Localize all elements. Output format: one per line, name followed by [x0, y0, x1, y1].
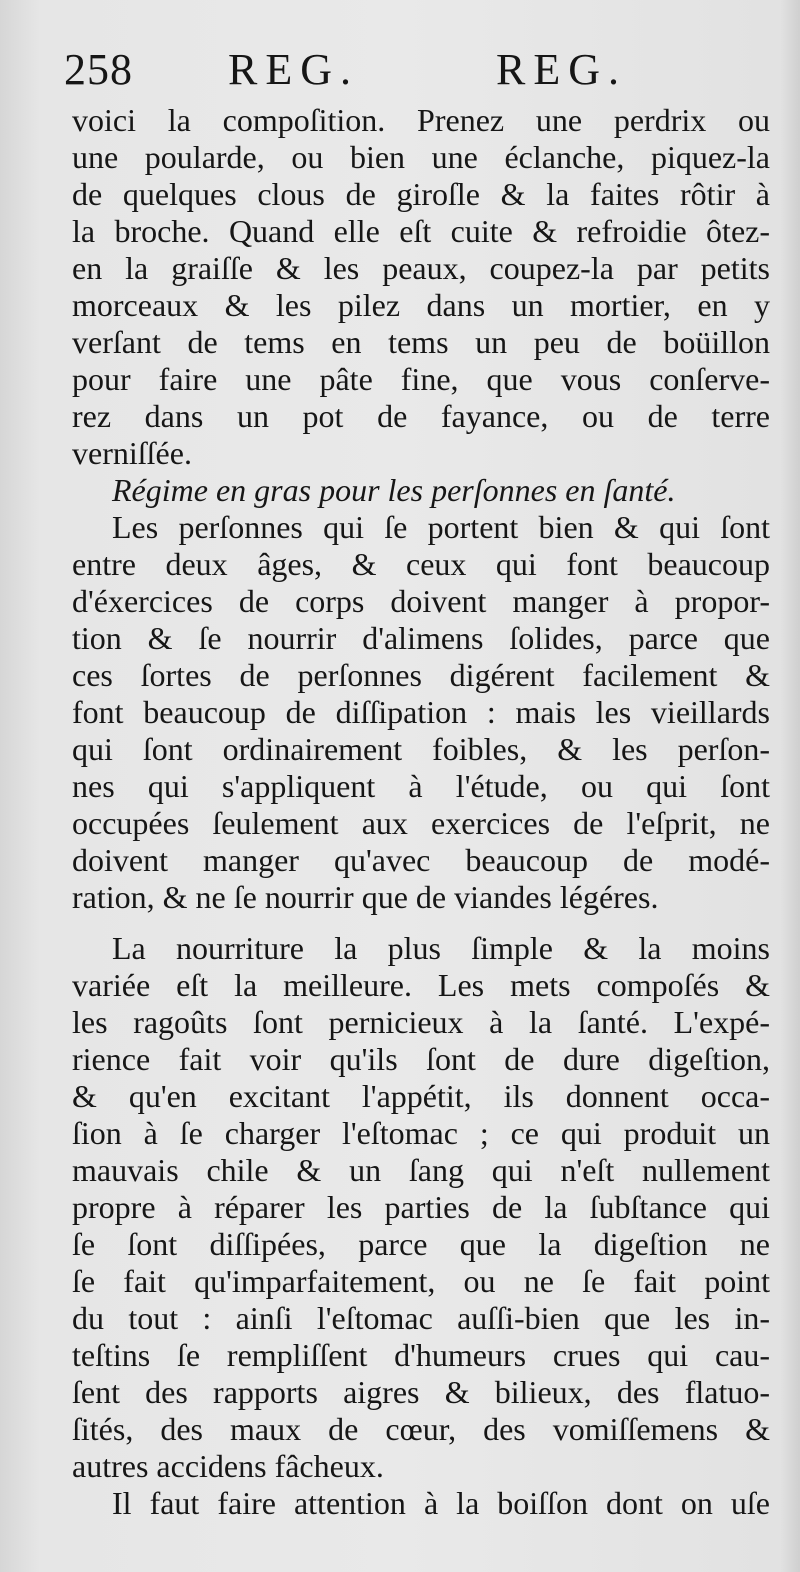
- text-line: Les perſonnes qui ſe portent bien & qui ſont: [112, 509, 770, 545]
- text-line: autres accidens fâcheux.: [72, 1448, 384, 1484]
- text-line: la broche. Quand elle eſt cuite & refroidie ôtez-: [72, 213, 770, 249]
- page-header: [64, 44, 684, 104]
- text-line: ces ſortes de perſonnes digérent facilement &: [72, 657, 770, 693]
- paragraph-drink: [72, 1485, 770, 1522]
- text-line: les ragoûts ſont pernicieux à la ſanté. L'expé-: [72, 1004, 770, 1040]
- text-line: voici la compoſition. Prenez une perdrix ou: [72, 102, 770, 138]
- text-line: teſtins ſe rempliſſent d'humeurs crues qui cau-: [72, 1337, 770, 1373]
- text-line: propre à réparer les parties de la ſubſtance qui: [72, 1189, 770, 1225]
- running-head-right: REG.: [496, 45, 627, 94]
- text-line: occupées ſeulement aux exercices de l'eſprit, ne: [72, 805, 770, 841]
- text-line: d'éxercices de corps doivent manger à propor-: [72, 583, 770, 619]
- text-line: verſant de tems en tems un peu de boüillon: [72, 324, 770, 360]
- paragraph-simple-food: [72, 930, 770, 1485]
- text-line: ſent des rapports aigres & bilieux, des flatuo-: [72, 1374, 770, 1410]
- text-line: mauvais chile & un ſang qui n'eſt nullement: [72, 1152, 770, 1188]
- paragraph-gap: [72, 916, 770, 930]
- text-line: Il faut faire attention à la boiſſon dont on uſe: [112, 1485, 770, 1521]
- paragraph-healthy-persons: [72, 509, 770, 916]
- text-line: entre deux âges, & ceux qui font beaucoup: [72, 546, 770, 582]
- text-line: ſe fait qu'imparfaitement, ou ne ſe fait point: [72, 1263, 770, 1299]
- text-line: ſités, des maux de cœur, des vomiſſemens &: [72, 1411, 770, 1447]
- text-line: font beaucoup de diſſipation : mais les vieillards: [72, 694, 770, 730]
- text-line: & qu'en excitant l'appétit, ils donnent occa-: [72, 1078, 770, 1114]
- text-line: ſion à ſe charger l'eſtomac ; ce qui produit un: [72, 1115, 770, 1151]
- text-line: ration, & ne ſe nourrir que de viandes légéres.: [72, 879, 659, 915]
- text-line: qui ſont ordinairement foibles, & les perſon-: [72, 731, 770, 767]
- text-line: rez dans un pot de fayance, ou de terre: [72, 398, 770, 434]
- text-line: morceaux & les pilez dans un mortier, en y: [72, 287, 770, 323]
- running-head-left: REG.: [228, 45, 359, 94]
- paragraph-recipe: [72, 102, 770, 472]
- text-line: nes qui s'appliquent à l'étude, ou qui ſont: [72, 768, 770, 804]
- text-line: tion & ſe nourrir d'alimens ſolides, parce que: [72, 620, 770, 656]
- text-line: du tout : ainſi l'eſtomac auſſi-bien que les in-: [72, 1300, 770, 1336]
- text-line: variée eſt la meilleure. Les mets compoſés &: [72, 967, 770, 1003]
- page-body: [72, 102, 770, 1522]
- page-number: 258: [64, 45, 133, 94]
- text-line: ſe ſont diſſipées, parce que la digeſtion ne: [72, 1226, 770, 1262]
- text-line: La nourriture la plus ſimple & la moins: [112, 930, 770, 966]
- text-line: de quelques clous de giroſle & la faites rôtir à: [72, 176, 770, 212]
- text-line: rience fait voir qu'ils ſont de dure digeſtion,: [72, 1041, 770, 1077]
- text-line: verniſſée.: [72, 435, 192, 471]
- text-line: doivent manger qu'avec beaucoup de modé-: [72, 842, 770, 878]
- section-subheading: Régime en gras pour les perſonnes en ſanté.: [112, 472, 676, 508]
- text-line: une poularde, ou bien une éclanche, piquez-la: [72, 139, 770, 175]
- text-line: en la graiſſe & les peaux, coupez-la par petits: [72, 250, 770, 286]
- text-line: pour faire une pâte fine, que vous conſerve-: [72, 361, 770, 397]
